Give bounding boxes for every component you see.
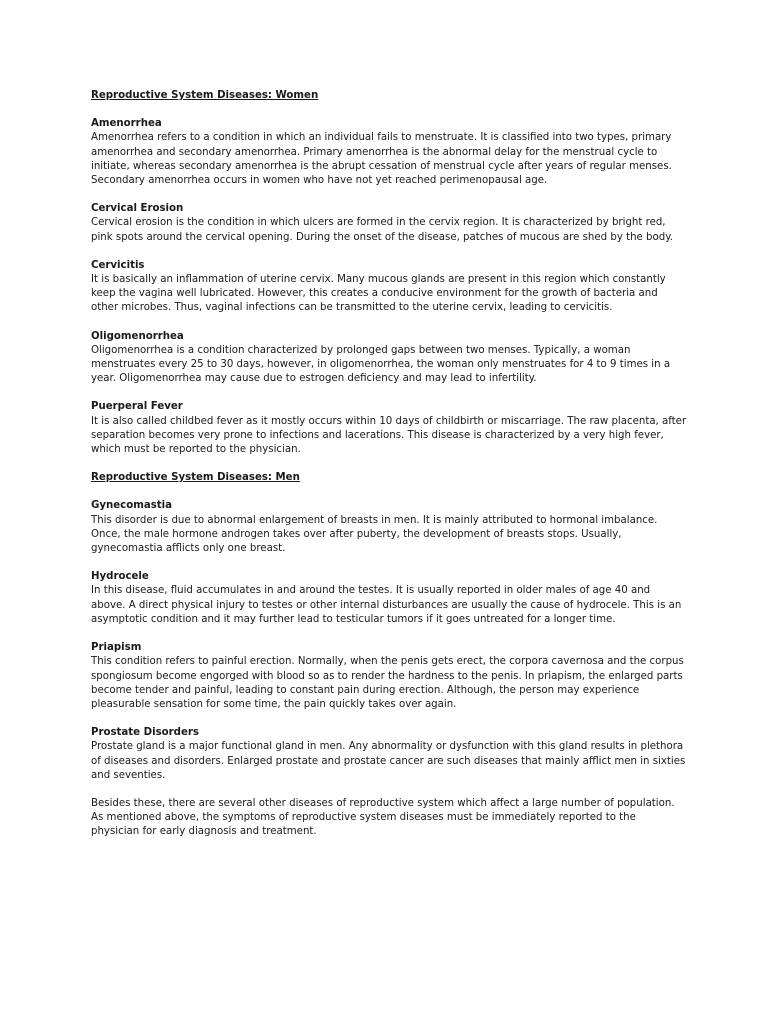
entry-heading: Amenorrhea [91,118,162,130]
entry-prostate-disorders [91,726,687,783]
closing-paragraph: Besides these, there are several other diseases of reproductive system which affect a large number of population. As mentioned above, the symptoms of reproductive system diseases must be immediately reported to the physician for early diagnosis and treatment. [91,797,675,838]
entry-body: Oligomenorrhea is a condition characterized by prolonged gaps between two menses. Typically, a woman menstruates every 25 to 30 days, however, in oligomenorrhea, the woman only menstruates for 4 to 9 times in a year. Oligomenorrhea may cause due to estrogen deficiency and may lead to infertility. [91,344,671,385]
entry-body: Amenorrhea refers to a condition in which an individual fails to menstruate. It is classified into two types, primary amenorrhea and secondary amenorrhea. Primary amenorrhea is the abnormal delay for the menstrual cycle to initiate, whereas secondary amenorrhea is the abrupt cessation of menstrual cycle after years of regular menses. Secondary amenorrhea occurs in women who have not yet reached perimenopausal age. [91,132,672,187]
section-title-men: Reproductive System Diseases: Men [91,472,300,484]
entry-gynecomastia [91,499,687,556]
entry-cervical-erosion [91,202,687,245]
entry-body: Cervical erosion is the condition in which ulcers are formed in the cervix region. It is characterized by bright red, pink spots around the cervical opening. During the onset of the disease, patches of mucous are shed by the body. [91,217,674,243]
entry-heading: Prostate Disorders [91,727,199,739]
entry-body: Prostate gland is a major functional gland in men. Any abnormality or dysfunction with this gland results in plethora of diseases and disorders. Enlarged prostate and prostate cancer are such diseases that mainly afflict men in sixties and seventies. [91,741,686,781]
entry-body: This condition refers to painful erection. Normally, when the penis gets erect, the corpora cavernosa and the corpus spongiosum become engorged with blood so as to render the hardness to the penis. In priapism, the enlarged parts become tender and painful, leading to constant pain during erection. Although, the person may experience pleasurable sensation for some time, the pain quickly takes over again. [91,656,684,710]
entry-priapism [91,641,687,712]
section-title-women: Reproductive System Diseases: Women [91,90,319,101]
entry-heading: Hydrocele [91,571,149,583]
document-page [91,89,687,840]
entry-heading: Gynecomastia [91,500,172,512]
entry-hydrocele [91,570,687,627]
entry-body: It is basically an inflammation of uterine cervix. Many mucous glands are present in this region which constantly keep the vagina well lubricated. However, this creates a conducive environment for the growth of bacteria and other microbes. Thus, vaginal infections can be transmitted to the uterine cervix, leading to cervicitis. [91,274,666,314]
entry-heading: Priapism [91,642,142,654]
entry-heading: Oligomenorrhea [91,330,184,342]
entry-body: This disorder is due to abnormal enlargement of breasts in men. It is mainly attributed to hormonal imbalance. Once, the male hormone androgen takes over after puberty, the development of breasts stops. Usually, gynecomastia afflicts only one breast. [91,514,658,555]
entry-oligomenorrhea [91,330,687,387]
entry-heading: Cervical Erosion [91,203,184,215]
entry-cervicitis [91,259,687,316]
entry-puerperal-fever [91,400,687,457]
entry-amenorrhea [91,117,687,188]
entry-heading: Cervicitis [91,259,145,271]
entry-body: It is also called childbed fever as it mostly occurs within 10 days of childbirth or miscarriage. The raw placenta, after separation becomes very prone to infections and lacerations. This disease is characterized by a very high fever, which must be reported to the physician. [91,415,687,456]
entry-body: In this disease, fluid accumulates in and around the testes. It is usually reported in older males of age 40 and above. A direct physical injury to testes or other internal disturbances are usually the cause of hydrocele. This is an asymptotic condition and it may further lead to testicular tumors if it goes untreated for a longer time. [91,585,682,625]
entry-heading: Puerperal Fever [91,401,183,413]
